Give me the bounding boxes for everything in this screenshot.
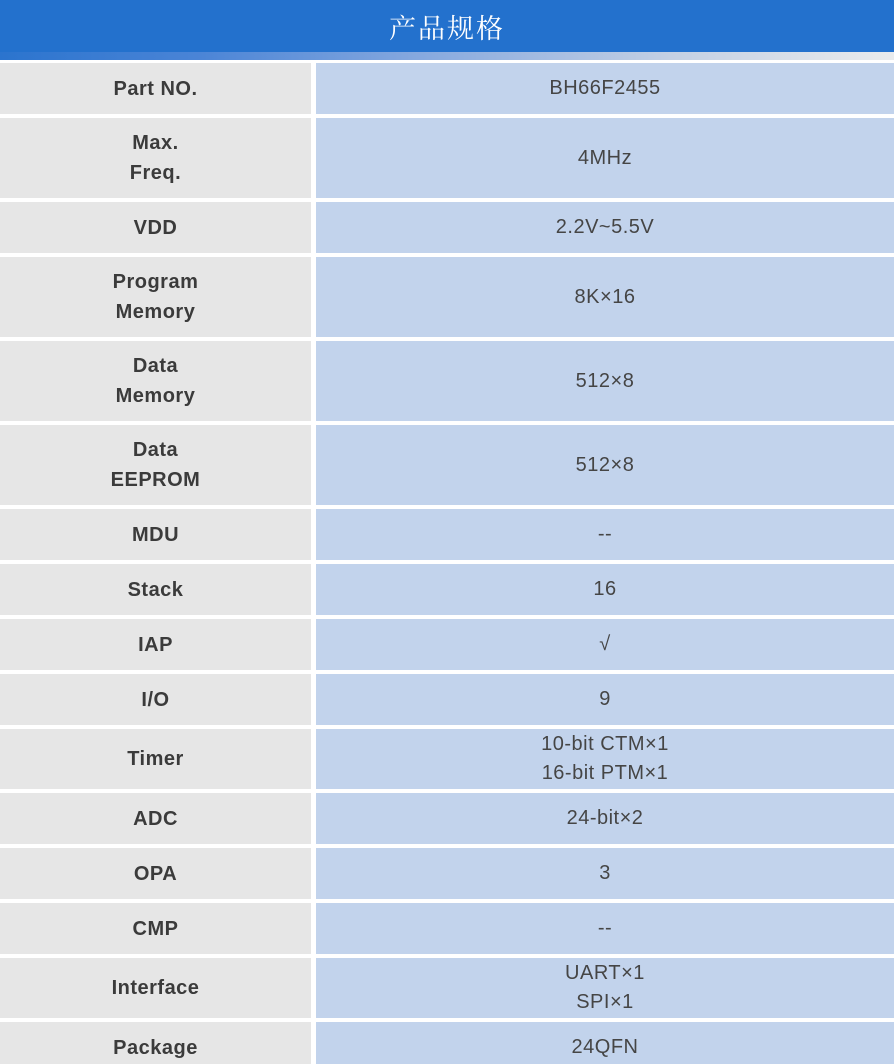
spec-label-cell	[0, 63, 311, 114]
spec-value-line: √	[599, 633, 611, 655]
spec-label-cell	[0, 674, 311, 725]
spec-value-line: 16-bit PTM×1	[541, 762, 669, 784]
spec-label-line: Timer	[127, 748, 184, 770]
spec-value-line: 16	[593, 578, 617, 600]
spec-label-cell	[0, 619, 311, 670]
spec-value-line: 512×8	[575, 369, 635, 392]
spec-row-interface	[0, 958, 894, 1018]
spec-label-cell	[0, 564, 311, 615]
spec-row-part-no	[0, 63, 894, 114]
spec-value-cell	[316, 729, 894, 789]
spec-value-cell	[316, 793, 894, 844]
spec-value-line: SPI×1	[576, 991, 634, 1013]
spec-label-line: Memory	[115, 385, 196, 407]
spec-value-line: 9	[599, 688, 611, 710]
header-gradient-strip	[0, 52, 894, 60]
spec-label-cell	[0, 118, 311, 198]
spec-label-cell	[0, 958, 311, 1018]
spec-label-line: OPA	[133, 862, 178, 885]
spec-label-cell	[0, 425, 311, 505]
spec-value-line: 10-bit CTM×1	[541, 733, 669, 755]
spec-value-line: UART×1	[565, 962, 645, 984]
spec-value-line: 24-bit×2	[566, 807, 644, 829]
spec-label-line: Program	[112, 271, 199, 293]
spec-label-line: ADC	[133, 807, 178, 830]
spec-value-cell	[316, 257, 894, 337]
spec-value-cell	[316, 202, 894, 253]
spec-value-cell	[316, 1022, 894, 1064]
spec-label-line: I/O	[141, 688, 170, 711]
spec-label-cell	[0, 729, 311, 789]
table-header	[0, 0, 894, 52]
spec-row-package	[0, 1022, 894, 1064]
spec-label-line: Stack	[127, 578, 184, 601]
spec-value-cell	[316, 619, 894, 670]
spec-row-mdu	[0, 509, 894, 560]
spec-row-stack	[0, 564, 894, 615]
spec-value-cell	[316, 509, 894, 560]
spec-value-line: BH66F2455	[549, 77, 661, 99]
spec-value-cell	[316, 848, 894, 899]
spec-row-timer	[0, 729, 894, 789]
spec-value-line: --	[597, 523, 613, 545]
spec-value-line: 24QFN	[571, 1036, 639, 1058]
spec-value-cell	[316, 674, 894, 725]
spec-label-line: Max.	[132, 132, 179, 154]
spec-label-line: Interface	[111, 977, 200, 999]
spec-row-iap	[0, 619, 894, 670]
spec-label-line: Freq.	[129, 162, 182, 184]
spec-label-line: MDU	[131, 523, 180, 546]
spec-label-cell	[0, 793, 311, 844]
spec-value-line: 2.2V~5.5V	[555, 216, 655, 238]
spec-value-line: 3	[599, 862, 611, 884]
spec-label-cell	[0, 202, 311, 253]
spec-value-cell	[316, 564, 894, 615]
spec-label-line: Data	[132, 439, 179, 461]
spec-value-cell	[316, 341, 894, 421]
spec-value-cell	[316, 425, 894, 505]
spec-value-cell	[316, 118, 894, 198]
spec-value-cell	[316, 63, 894, 114]
spec-value-line: --	[597, 917, 613, 939]
spec-row-adc	[0, 793, 894, 844]
page-title: 产品规格	[389, 13, 505, 44]
spec-value-line: 8K×16	[574, 285, 636, 308]
spec-label-line: Data	[132, 355, 179, 377]
spec-label-line: EEPROM	[110, 469, 201, 491]
spec-label-cell	[0, 1022, 311, 1064]
spec-label-line: Package	[113, 1036, 198, 1059]
spec-label-line: Part NO.	[113, 77, 198, 100]
spec-value-cell	[316, 903, 894, 954]
spec-row-data-eeprom	[0, 425, 894, 505]
spec-label-line: VDD	[133, 216, 178, 239]
spec-row-vdd	[0, 202, 894, 253]
spec-value-line: 512×8	[575, 453, 635, 476]
spec-label-line: CMP	[132, 917, 179, 940]
spec-row-data-memory	[0, 341, 894, 421]
spec-label-cell	[0, 341, 311, 421]
spec-row-cmp	[0, 903, 894, 954]
spec-row-max-freq	[0, 118, 894, 198]
spec-label-cell	[0, 257, 311, 337]
spec-table	[0, 63, 894, 1064]
spec-value-line: 4MHz	[577, 146, 633, 169]
spec-label-line: IAP	[138, 633, 173, 656]
spec-label-line: Memory	[115, 301, 196, 323]
spec-row-program-memory	[0, 257, 894, 337]
spec-row-io	[0, 674, 894, 725]
spec-label-cell	[0, 903, 311, 954]
spec-row-opa	[0, 848, 894, 899]
spec-label-cell	[0, 848, 311, 899]
spec-value-cell	[316, 958, 894, 1018]
spec-label-cell	[0, 509, 311, 560]
